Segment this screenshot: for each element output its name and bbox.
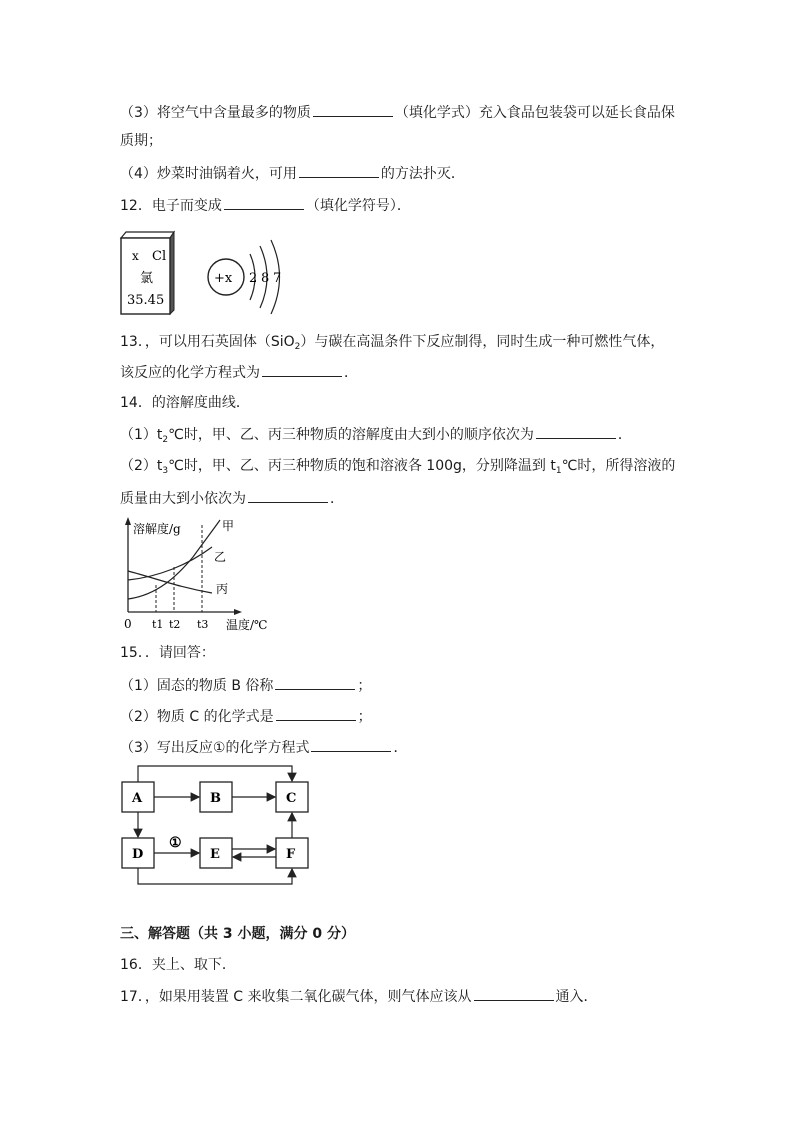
- q11-part3-cont: [120, 131, 162, 151]
- q14-p2-text3: ℃时，所得溶液的: [561, 458, 676, 474]
- answer-blank[interactable]: [536, 424, 616, 439]
- node-d-label: D: [132, 847, 144, 862]
- card-top-face: [121, 232, 174, 238]
- q15-p1-text: （1）固态的物质 B 俗称: [120, 678, 274, 694]
- q15-p3-text: （3）写出反应①的化学方程式: [120, 740, 310, 756]
- q13-text3: 该反应的化学方程式为: [120, 365, 260, 381]
- curve-bing: [128, 571, 212, 593]
- solubility-chart: [118, 515, 268, 635]
- reaction-1-mark: ①: [169, 835, 182, 851]
- q14-head: [120, 393, 250, 413]
- reaction-flow-diagram: [118, 762, 318, 890]
- q16-line: [120, 955, 236, 975]
- q13-text2: ）与碳在高温条件下反应制得，同时生成一种可燃性气体，: [300, 334, 665, 350]
- label-jia: 甲: [222, 519, 235, 533]
- q11-p4-text2: 的方法扑灭．: [380, 166, 465, 182]
- answer-blank[interactable]: [313, 102, 393, 117]
- q12-text2: （填化学符号）．: [305, 198, 411, 214]
- q12-text: 12．电子而变成: [120, 198, 222, 214]
- section-3-title: [120, 924, 355, 944]
- y-axis-label: 溶解度/g: [133, 522, 181, 536]
- q13-text4: ．: [344, 365, 358, 381]
- q15-p2-text2: ；: [357, 709, 372, 725]
- x-axis-arrow: [234, 609, 242, 615]
- nucleus-charge: +x: [214, 271, 233, 286]
- q14-p2-text4: 质量由大到小依次为: [120, 491, 246, 507]
- x-axis-label: 温度/℃: [226, 618, 268, 632]
- y-axis-arrow: [125, 517, 131, 525]
- shell-1-count: 2: [249, 271, 258, 286]
- q15-part1: [120, 675, 371, 696]
- q11-p4-text: （4）炒菜时油锅着火，可用: [120, 166, 297, 182]
- q15-p1-text2: ；: [357, 678, 372, 694]
- q11-part4: [120, 163, 465, 184]
- tick-t2: t2: [169, 618, 181, 631]
- q14-sub: 1: [555, 466, 562, 476]
- origin-label: 0: [124, 617, 132, 631]
- node-b-label: B: [210, 791, 221, 806]
- node-c-label: C: [286, 791, 297, 806]
- q13-text: 13．，可以用石英固体（SiO: [120, 334, 295, 350]
- tick-t1: t1: [152, 618, 164, 631]
- q14-p1-text: （1）t: [120, 427, 163, 443]
- q12-line: [120, 195, 411, 216]
- q14-part2: [120, 456, 675, 481]
- atomic-number-x: x: [132, 249, 139, 263]
- q14-sub: 3: [162, 466, 169, 476]
- answer-blank[interactable]: [262, 362, 342, 377]
- q11-part3: [120, 102, 675, 123]
- label-yi: 乙: [214, 550, 227, 564]
- label-bing: 丙: [216, 582, 229, 596]
- q14-p1-text2: ℃时，甲、乙、丙三种物质的溶解度由大到小的顺序依次为: [168, 427, 534, 443]
- q16-text: 16．夹上、取下．: [120, 957, 236, 973]
- q14-p2-text2: ℃时，甲、乙、丙三种物质的饱和溶液各 100g，分别降温到 t: [168, 458, 556, 474]
- shell-2-count: 8: [261, 271, 270, 286]
- q14-sub: 2: [162, 435, 169, 445]
- section-3-text: 三、解答题（共 3 小题，满分 0 分）: [120, 926, 355, 942]
- q17-line: [120, 986, 598, 1007]
- q13-line2: [120, 362, 358, 383]
- arrow-a-c: [138, 766, 292, 782]
- q13-subscript: 2: [294, 342, 301, 352]
- q14-title: 14．的溶解度曲线．: [120, 395, 250, 411]
- q11-p3-text3: 质期；: [120, 133, 162, 149]
- element-card-and-atom-diagram: [118, 230, 298, 318]
- element-name: 氯: [140, 271, 154, 286]
- q15-p3-text2: ．: [393, 740, 408, 756]
- answer-blank[interactable]: [224, 195, 304, 210]
- q15-part3: [120, 737, 407, 758]
- q15-p2-text: （2）物质 C 的化学式是: [120, 709, 274, 725]
- answer-blank[interactable]: [299, 163, 379, 178]
- answer-blank[interactable]: [276, 706, 356, 721]
- q13-line1: [120, 332, 664, 357]
- q15-head: [120, 643, 215, 663]
- q17-text: 17．，如果用装置 C 来收集二氧化碳气体，则气体应该从: [120, 989, 472, 1005]
- q14-p2-text: （2）t: [120, 458, 163, 474]
- q15-title: 15．．请回答：: [120, 645, 215, 661]
- q17-text2: 通入．: [555, 989, 598, 1005]
- arrow-d-f: [138, 868, 292, 884]
- element-symbol: Cl: [152, 249, 167, 264]
- q11-p3-text: （3）将空气中含量最多的物质: [120, 105, 311, 121]
- q14-p1-text3: ．: [617, 427, 632, 443]
- node-f-label: F: [286, 847, 296, 862]
- shell-3-count: 7: [273, 271, 282, 286]
- q14-part2-cont: [120, 488, 344, 509]
- atomic-mass: 35.45: [127, 293, 165, 308]
- answer-blank[interactable]: [248, 488, 328, 503]
- q14-part1: [120, 424, 632, 450]
- q15-part2: [120, 706, 372, 727]
- node-a-label: A: [132, 791, 143, 806]
- q11-p3-text2: （填化学式）充入食品包装袋可以延长食品保: [394, 105, 675, 121]
- answer-blank[interactable]: [474, 986, 554, 1001]
- answer-blank[interactable]: [311, 737, 391, 752]
- answer-blank[interactable]: [275, 675, 355, 690]
- node-e-label: E: [210, 847, 220, 862]
- q14-p2-text5: ．: [330, 491, 344, 507]
- tick-t3: t3: [197, 618, 209, 631]
